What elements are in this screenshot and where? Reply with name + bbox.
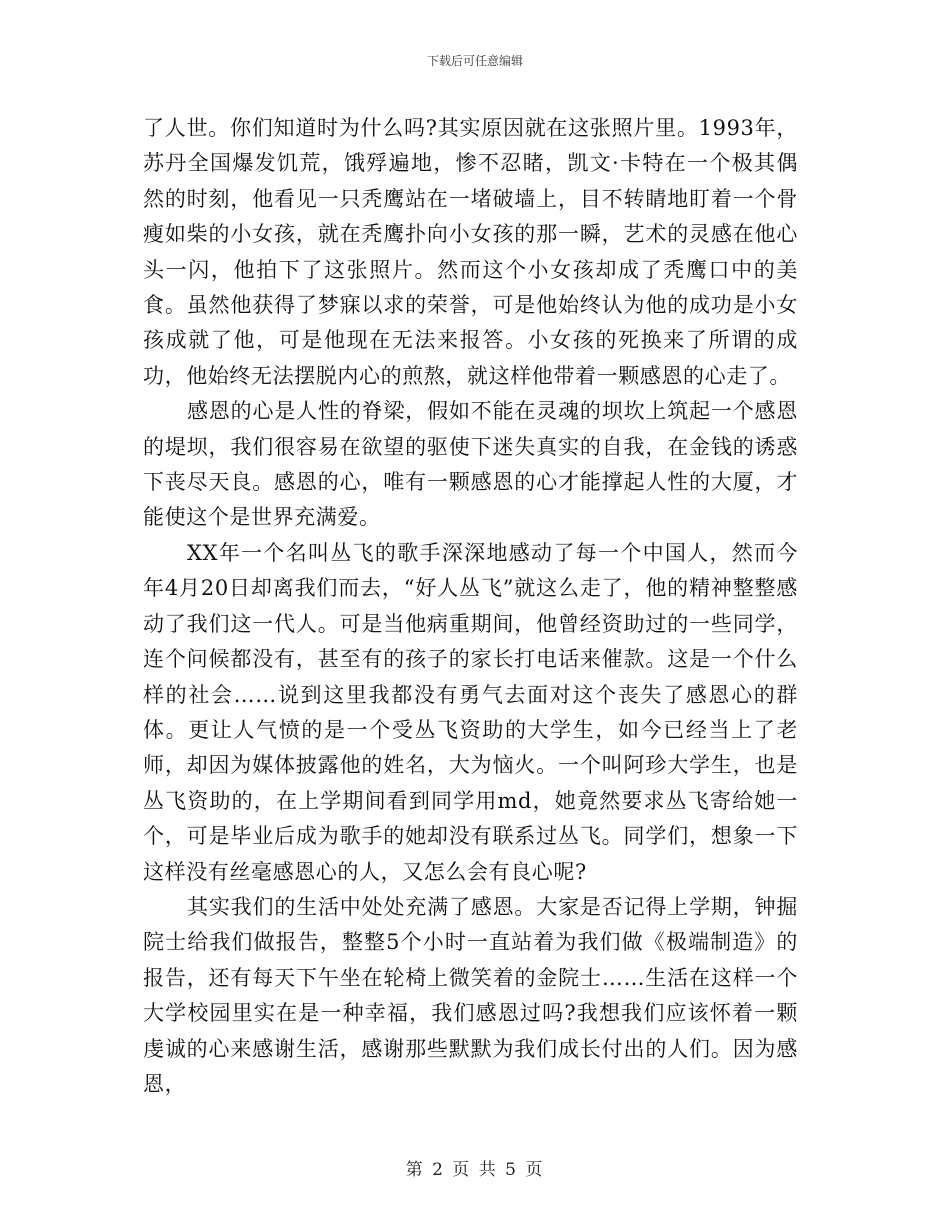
paragraph-3: XX年一个名叫丛飞的歌手深深地感动了每一个中国人，然而今年4月20日却离我们而去，“好人丛飞”就这么走了，他的精神整整感动了我们这一代人。可是当他病重期间，他曾经资助过的一些同学，连个问候都没有，甚至有的孩子的家长打电话来催款。这是一个什么样的社会……说到这里我都没有勇气去面对这个丧失了感恩心的群体。更让人气愤的是一个受丛飞资助的大学生，如今已经当上了老师，却因为媒体披露他的姓名，大为恼火。一个叫阿珍大学生，也是丛飞资助的，在上学期间看到同学用md，她竟然要求丛飞寄给她一个，可是毕业后成为歌手的她却没有联系过丛飞。同学们，想象一下这样没有丝毫感恩心的人，又怎么会有良心呢? [143,540,798,884]
page-footer: 第 2 页 共 5 页 [405,1160,545,1180]
document-body [143,111,798,1102]
page-header: 下载后可任意编辑 [426,54,523,68]
paragraph-1: 了人世。你们知道时为什么吗?其实原因就在这张照片里。1993年，苏丹全国爆发饥荒，饿殍遍地，惨不忍睹，凯文·卡特在一个极其偶然的时刻，他看见一只秃鹰站在一堵破墙上，目不转睛地盯着一个骨瘦如柴的小女孩，就在秃鹰扑向小女孩的那一瞬，艺术的灵感在他心头一闪，他拍下了这张照片。然而这个小女孩却成了秃鹰口中的美食。虽然他获得了梦寐以求的荣誉，可是他始终认为他的成功是小女孩成就了他，可是他现在无法来报答。小女孩的死换来了所谓的成功，他始终无法摆脱内心的煎熬，就这样他带着一颗感恩的心走了。 [143,116,798,388]
paragraph-4: 其实我们的生活中处处充满了感恩。大家是否记得上学期，钟掘院士给我们做报告，整整5个小时一直站着为我们做《极端制造》的报告，还有每天下午坐在轮椅上微笑着的金院士……生活在这样一个大学校园里实在是一种幸福，我们感恩过吗?我想我们应该怀着一颗虔诚的心来感谢生活，感谢那些默默为我们成长付出的人们。因为感恩， [143,894,798,1096]
paragraph-2: 感恩的心是人性的脊梁，假如不能在灵魂的坝坎上筑起一个感恩的堤坝，我们很容易在欲望的驱使下迷失真实的自我，在金钱的诱惑下丧尽天良。感恩的心，唯有一颗感恩的心才能撑起人性的大厦，才能使这个是世界充满爱。 [143,399,798,530]
